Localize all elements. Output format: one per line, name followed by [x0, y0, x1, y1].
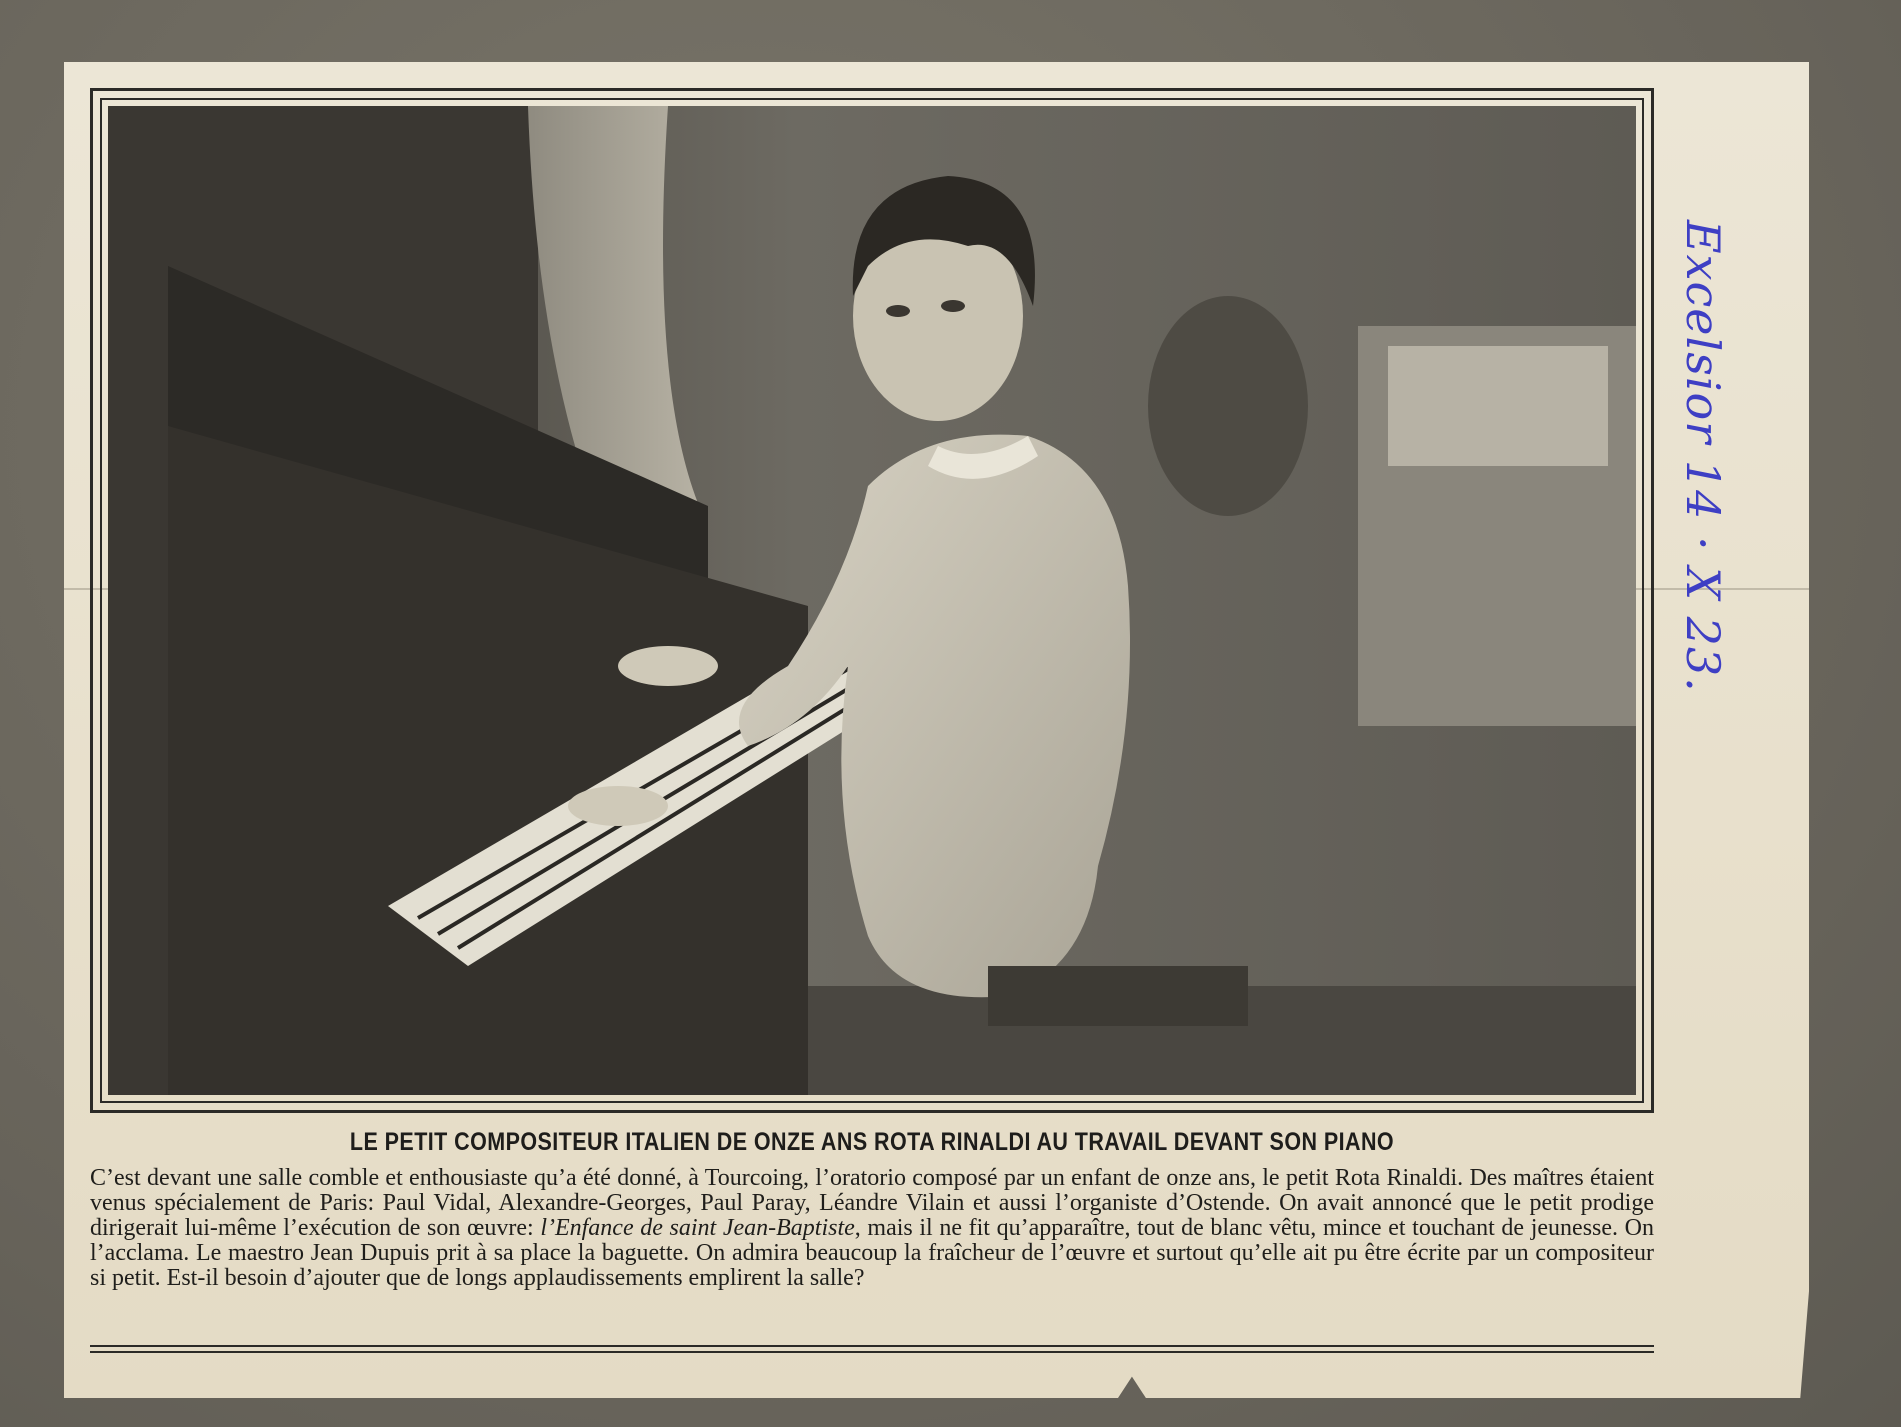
oratorio-title: l’Enfance de saint Jean-Baptiste [540, 1215, 855, 1241]
handwritten-source-note: Excelsior 14 · X 23. [1676, 220, 1730, 693]
caption-title: LE PETIT COMPOSITEUR ITALIEN DE ONZE ANS ROTA RINALDI AU TRAVAIL DEVANT SON PIANO [349, 1128, 1395, 1156]
chair-back [1148, 296, 1308, 516]
caption-body [90, 1166, 1654, 1291]
bottom-rule-top [90, 1345, 1654, 1347]
boy-left-hand [568, 786, 668, 826]
boy-right-hand [618, 646, 718, 686]
caption-text-part-2: , mais il ne fit qu’apparaître, tout de blanc vêtu, mince et touchant de jeunesse. On l’acclama. Le maestro Jean Dupuis prit à sa place la baguette. On admira beaucoup la fraîcheur de l’œuvre et surtout qu’elle ait pu être écrite par un compositeur si petit. Est-il besoin d’ajouter que de longs applaudissements emplirent la salle? [90, 1215, 1654, 1291]
bottom-rule-bottom [90, 1351, 1654, 1353]
piano-stool [988, 966, 1248, 1026]
photo-illustration [108, 106, 1636, 1095]
caption-paragraph [90, 1166, 1654, 1291]
caption-text-part-1: C’est devant une salle comble et enthousiaste qu’a été donné, à Tourcoing, l’oratorio composé par un enfant de onze ans, le petit Rota Rinaldi. Des maîtres étaient venus spécialement de Paris: Paul Vidal, Alexandre-Georges, Paul Paray, Léandre Vilain et aussi l’organiste d’Ostende. On avait annoncé que le petit prodige dirigerait lui-même l’exécution de son œuvre: [90, 1165, 1654, 1241]
photograph-boy-at-piano [108, 106, 1636, 1095]
